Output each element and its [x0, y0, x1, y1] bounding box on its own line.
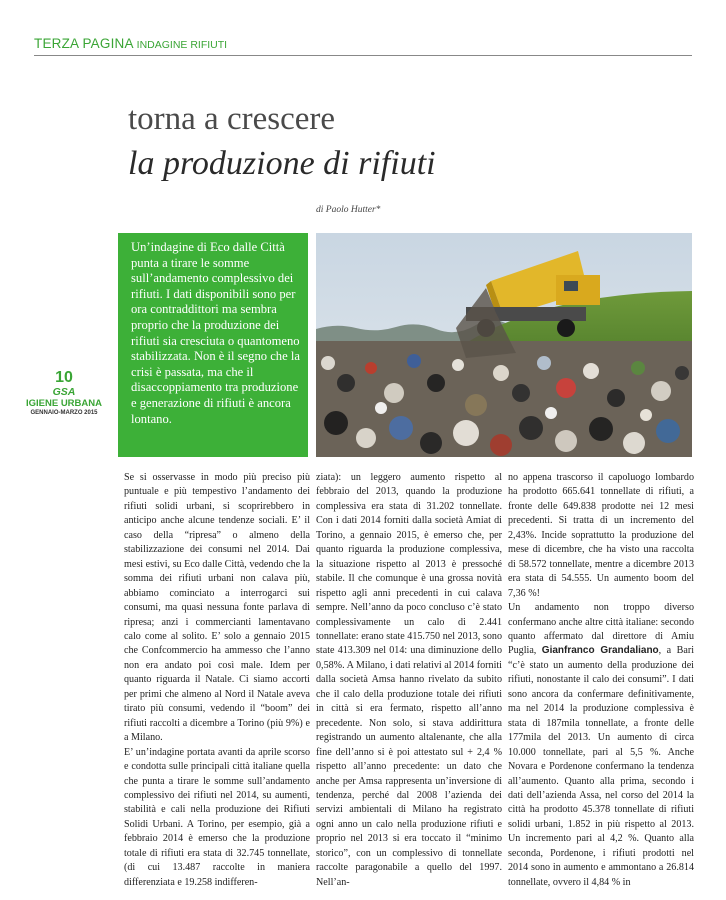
gsa-logo: GSA	[52, 386, 76, 398]
issue-date: GENNAIO-MARZO 2015	[30, 410, 98, 416]
body-column-2	[316, 471, 502, 890]
landfill-truck-photo	[316, 233, 692, 457]
body-paragraph: E’ un’indagine portata avanti da aprile scorso e condotta sulle principali città italiane quella che punta a tirare le somme sull’andamento complessivo dei rifiuti nel 2014, su aumenti, stabilità e cali nella produzione dei Rifiuti Solidi Urbani. A Torino, per esempio, già a febbraio 2014 è emerso che la produzione totale di rifiuti era stata di 32.745 tonnellate, (di cui 13.487 raccolte in maniera differenziata e 19.258 indifferen-	[124, 746, 310, 888]
author-byline: di Paolo Hutter*	[316, 205, 381, 215]
body-paragraph: Se si osservasse in modo più preciso più puntuale e più tempestivo l’andamento dei rifiuti solidi urbani, si scoprirebbero in anticipo anche alcune tendenze sociali. E’ il caso della “ripresa” o almeno della stabilizzazione dei consumi nel 2014. Dai mesi estivi, su Eco dalle Città, vedendo che la somma dei rifiuti urbani non calava più, abbiamo cominciato a interrogarci sui consumi, ma quasi nessuna fonte parlava di ripresa; anzi i commercianti lamentavano calo come al solito. E’ solo a gennaio 2015 che Confcommercio ha ammesso che l’anno non era andato poi così male. Idem per quanto riguarda il Natale. Ci siamo accorti per primi che almeno al Nord il Natale aveva tirato più consumi, vedendo il “boom” dei rifiuti raccolti a dicembre a Torino (più 9%) e a Milano.	[124, 472, 310, 744]
page-sidebar	[24, 370, 104, 417]
section-label: TERZA PAGINA	[34, 36, 134, 51]
person-name: Gianfranco Grandaliano	[541, 645, 659, 657]
article-title-line1: torna a crescere	[128, 101, 336, 137]
subsection-label: INDAGINE RIFIUTI	[136, 39, 228, 51]
body-column-1	[124, 471, 310, 890]
body-paragraph: no appena trascorso il capoluogo lombardo ha prodotto 665.641 tonnellate di rifiuti, a fronte delle 649.838 prodotte nei 12 mesi precedenti. Si tratta di un incremento del 2,43%. Incide soprattutto la produzione del mese di dicembre, che ha visto una raccolta di 58.572 tonnellate, mentre a dicembre 2013 era stata di 54.555. Un aumento boom del 7,36 %!	[508, 472, 694, 599]
lead-text: Un’indagine di Eco dalle Città punta a tirare le somme sull’andamento complessivo dei rifiuti. I dati disponibili sono per ora contraddittori ma sembra proprio che la produzione dei rifiuti sia cresciuta o quantomeno stabilizzata. Non è il segno che la crisi è passata, ma che il disaccoppiamento tra produzione e generazione di rifiuti è ancora lontano.	[131, 240, 300, 426]
article-title-line2: la produzione di rifiuti	[128, 145, 436, 182]
magazine-name: IGIENE URBANA	[25, 398, 102, 409]
section-header	[34, 36, 227, 53]
lead-box	[118, 233, 308, 457]
header-divider	[34, 55, 692, 56]
body-text: Un andamento non troppo diverso confermano anche altre città italiane: secondo quanto affermato dal direttore di Amiu Puglia,	[508, 602, 694, 657]
body-column-3	[508, 471, 694, 890]
body-paragraph	[508, 601, 694, 890]
page-number: 10	[55, 369, 73, 386]
body-paragraph: ziata): un leggero aumento rispetto al febbraio del 2013, quando la produzione complessiva era stata di 31.202 tonnellate. Con i dati 2014 forniti dalla società Amiat di Torino, a gennaio 2015, è emerso che, per quanto riguarda la produzione complessiva, la situazione rispetto al 2013 è pressoché stabile. Il che comunque è una grossa novità rispetto agli anni precedenti in cui calava sempre. Nell’anno da poco concluso c’è stato complessivamente un calo di 2.441 tonnellate: erano state 415.750 nel 2013, sono state 413.309 nel 014: una diminuzione dello 0,58%. A Milano, i dati relativi al 2014 forniti dalla società Amsa hanno rivelato da subito che il calo della produzione totale dei rifiuti in città si era fermato, rispetto all’anno precedente. Non solo, si stava addirittura registrando un aumento altalenante, che alla fine dell’anno si è poi attestato sul + 2,4 % rispetto all’anno precedente: un dato che anche per Amsa rappresenta un’inversione di tendenza, perché dal 2008 l’azienda dei servizi ambientali di Milano ha registrato ogni anno un calo nella produzione rifiuti e proprio nel 2013 si era toccato il “minimo storico”, con un complessivo di tonnellate raccolte paragonabile a quello del 1997. Nell’an-	[316, 472, 502, 888]
body-text: , a Bari “c’è stato un aumento della produzione dei rifiuti, nonostante il calo dei consumi”. I dati sono ancora da confermare definitivamente, ma nel 2014 la produzione complessiva è stata di 187mila tonnellate, a fronte delle 177mila del 2013. Un aumento di circa 10.000 tonnellate, pari al 5,5 %. Anche Novara e Pordenone confermano la tendenza all’aumento. Quanto alla prima, secondo i dati dell’azienda Assa, nel corso del 2014 la città ha prodotto 45.378 tonnellate di rifiuti solidi urbani, 1.852 in più rispetto al 2013. Un incremento pari al 4,2 %. Quanto alla seconda, Pordenone, i rifiuti prodotti nel 2014 sono in aumento e ammontano a 26.814 tonnellate, ovvero il 4,84 % in	[508, 645, 694, 888]
